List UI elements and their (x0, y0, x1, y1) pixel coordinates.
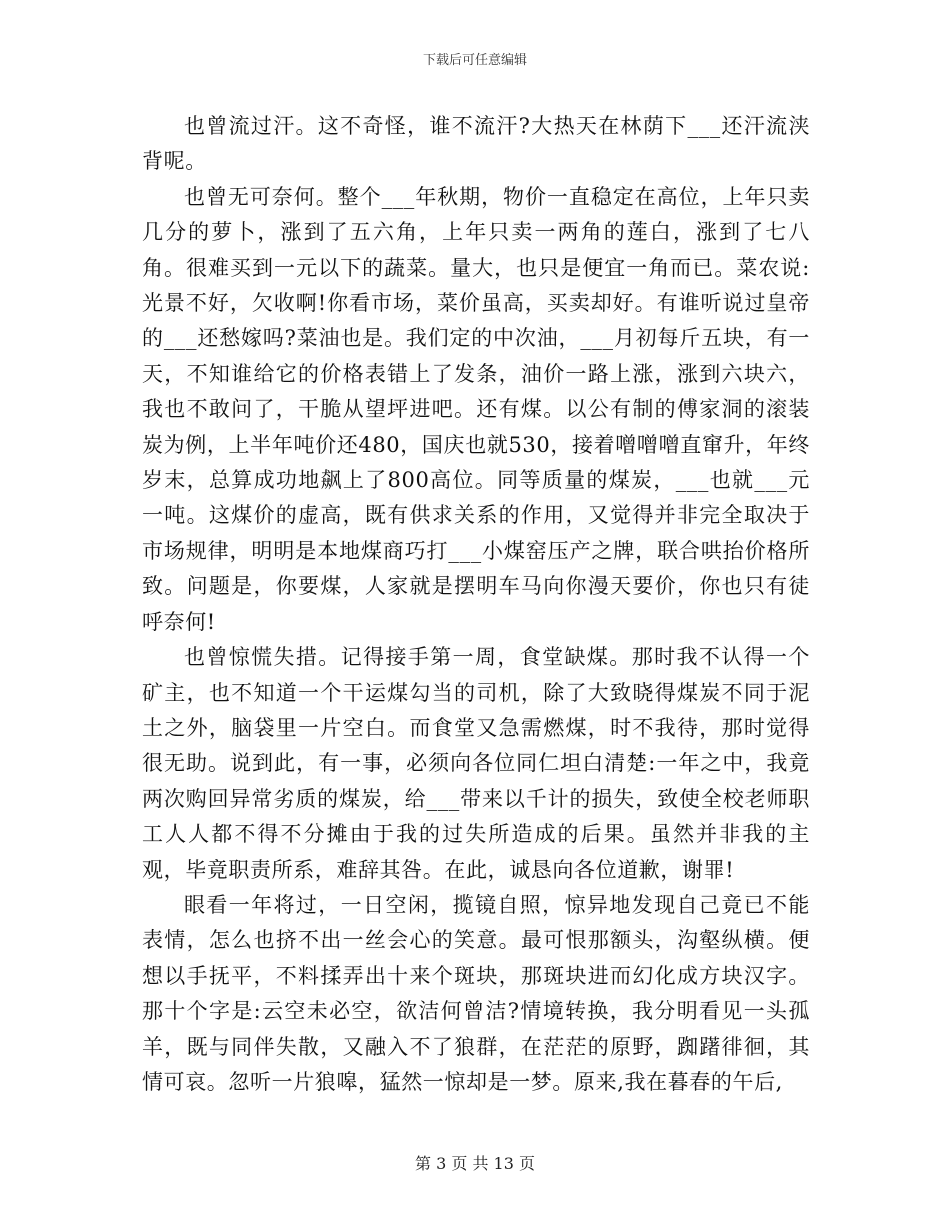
document-body (142, 109, 810, 1100)
paragraph-4: 眼看一年将过，一日空闲，揽镜自照，惊异地发现自己竟已不能表情，怎么也挤不出一丝会心的笑意。最可恨那额头，沟壑纵横。便想以手抚平，不料揉弄出十来个斑块，那斑块进而幻化成方块汉字。那十个字是:云空未必空，欲洁何曾洁?情境转换，我分明看见一头孤羊，既与同伴失散，又融入不了狼群，在茫茫的原野，踟躇徘徊，其情可哀。忽听一片狼嗥，猛然一惊却是一梦。原来,我在暮春的午后, (142, 892, 810, 1094)
paragraph-3: 也曾惊慌失措。记得接手第一周，食堂缺煤。那时我不认得一个矿主，也不知道一个干运煤勾当的司机，除了大致晓得煤炭不同于泥土之外，脑袋里一片空白。而食堂又急需燃煤，时不我待，那时觉得很无助。说到此，有一事，必须向各位同仁坦白清楚:一年之中，我竟两次购回异常劣质的煤炭，给___带来以千计的损失，致使全校老师职工人人都不得不分摊由于我的过失所造成的后果。虽然并非我的主观，毕竟职责所系，难辞其咎。在此，诚恳向各位道歉，谢罪! (142, 645, 810, 882)
page-header: 下载后可任意编辑 (422, 53, 527, 68)
page-number-footer: 第 3 页 共 13 页 (415, 1154, 535, 1173)
paragraph-1: 也曾流过汗。这不奇怪，谁不流汗?大热天在林荫下___还汗流浃背呢。 (142, 114, 810, 174)
paragraph-2: 也曾无可奈何。整个___年秋期，物价一直稳定在高位，上年只卖几分的萝卜，涨到了五六角，上年只卖一两角的莲白，涨到了七八角。很难买到一元以下的蔬菜。量大，也只是便宜一角而已。菜农说:光景不好，欠收啊!你看市场，菜价虽高，买卖却好。有谁听说过皇帝的___还愁嫁吗?菜油也是。我们定的中次油，___月初每斤五块，有一天，不知谁给它的价格表错上了发条，油价一路上涨，涨到六块六，我也不敢问了，干脆从望坪进吧。还有煤。以公有制的傅家洞的滚装炭为例，上半年吨价还480，国庆也就530，接着噌噌噌直窜升，年终岁末，总算成功地飙上了800高位。同等质量的煤炭，___也就___元一吨。这煤价的虚高，既有供求关系的作用，又觉得并非完全取决于市场规律，明明是本地煤商巧打___小煤窑压产之牌，联合哄抬价格所致。问题是，你要煤，人家就是摆明车马向你漫天要价，你也只有徒呼奈何! (142, 184, 810, 634)
